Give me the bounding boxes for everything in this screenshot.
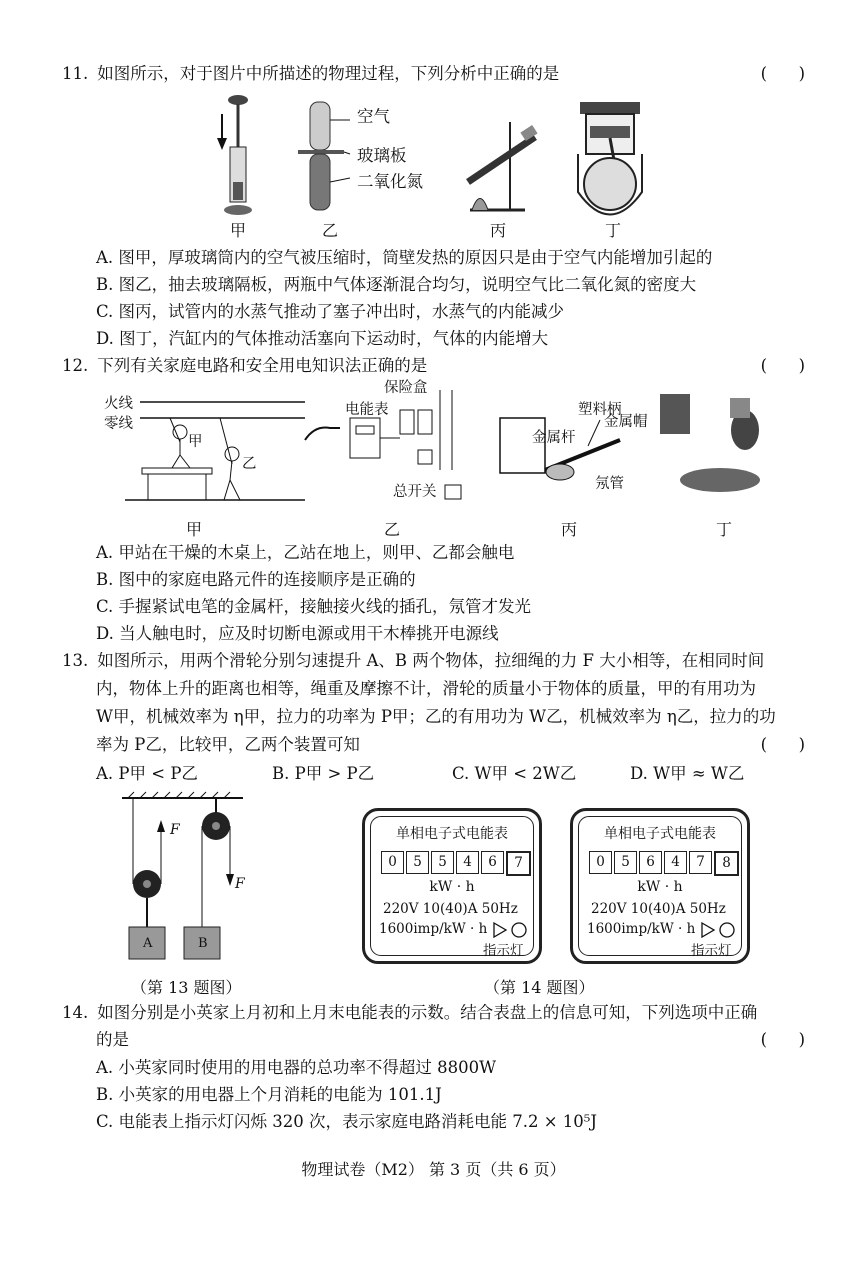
caption-ding: 丁 bbox=[716, 520, 733, 539]
meter-digit: 0 bbox=[589, 851, 612, 874]
label-person-jia: 甲 bbox=[188, 434, 203, 450]
label-neon-tube: 氖管 bbox=[595, 476, 624, 492]
caption-ding: 丁 bbox=[605, 221, 622, 240]
q13-option-d: D. W甲 ≈ W乙 bbox=[630, 764, 745, 783]
meter-digit: 5 bbox=[431, 851, 454, 874]
meter-spec: 220V 10(40)A 50Hz bbox=[591, 901, 726, 917]
caption-jia: 甲 bbox=[186, 520, 203, 539]
caption-yi: 乙 bbox=[322, 221, 339, 240]
label-plastic-handle: 塑料柄 bbox=[578, 402, 622, 418]
label-force-f2: F bbox=[235, 876, 245, 892]
q12-stem bbox=[62, 354, 427, 378]
energy-meter-start bbox=[362, 808, 542, 964]
label-main-switch: 总开关 bbox=[393, 484, 437, 500]
caption-q13: （第 13 题图） bbox=[131, 978, 242, 997]
meter-imp: 1600imp/kW · h bbox=[379, 921, 488, 937]
caption-bing: 丙 bbox=[561, 520, 578, 539]
meter-digit-decimal: 8 bbox=[714, 851, 739, 876]
q14-stem-line1 bbox=[62, 1001, 757, 1025]
q11-stem bbox=[62, 62, 559, 86]
label-metal-cap: 金属帽 bbox=[604, 414, 648, 430]
rescue-photo-figure bbox=[660, 394, 760, 492]
meter-digit-decimal: 7 bbox=[506, 851, 531, 876]
meter-indicator-label: 指示灯 bbox=[691, 943, 732, 959]
q13-stem-line1 bbox=[62, 649, 764, 673]
meter-unit: kW · h bbox=[637, 879, 683, 895]
label-nitrogen-dioxide: 二氧化氮 bbox=[357, 172, 423, 191]
caption-yi: 乙 bbox=[384, 520, 401, 539]
label-neutral-wire: 零线 bbox=[104, 416, 133, 432]
q12-option-d: D. 当人触电时，应及时切断电源或用干木棒挑开电源线 bbox=[96, 624, 499, 643]
q13-option-b: B. P甲 > P乙 bbox=[272, 764, 375, 783]
meter-digit: 5 bbox=[614, 851, 637, 874]
label-glass-plate: 玻璃板 bbox=[357, 146, 407, 165]
label-fuse-box: 保险盒 bbox=[384, 380, 428, 396]
q13-option-c: C. W甲 < 2W乙 bbox=[452, 764, 577, 783]
q14-option-c: C. 电能表上指示灯闪烁 320 次，表示家庭电路消耗电能 7.2 × 10⁵J bbox=[96, 1112, 598, 1131]
meter-imp: 1600imp/kW · h bbox=[587, 921, 696, 937]
meter-spec: 220V 10(40)A 50Hz bbox=[383, 901, 518, 917]
q14-option-b: B. 小英家的用电器上个月消耗的电能为 101.1J bbox=[96, 1085, 442, 1104]
gas-diffusion-figure bbox=[298, 102, 350, 210]
engine-cylinder-figure bbox=[578, 102, 642, 215]
indicator-icon bbox=[701, 922, 737, 938]
q11-option-c: C. 图丙，试管内的水蒸气推动了塞子冲出时，水蒸气的内能减少 bbox=[96, 302, 565, 321]
question-text: 如图所示，对于图片中所描述的物理过程，下列分析中正确的是 bbox=[97, 64, 560, 83]
caption-q14: （第 14 题图） bbox=[484, 978, 595, 997]
meter-digit: 6 bbox=[639, 851, 662, 874]
answer-bracket: ( ) bbox=[760, 735, 805, 754]
label-live-wire: 火线 bbox=[104, 396, 133, 412]
meter-digits bbox=[381, 851, 533, 876]
meter-digit: 5 bbox=[406, 851, 429, 874]
answer-bracket: ( ) bbox=[760, 64, 805, 83]
answer-bracket: ( ) bbox=[760, 1030, 805, 1049]
q13-option-a: A. P甲 < P乙 bbox=[96, 764, 198, 783]
q11-option-d: D. 图丁，汽缸内的气体推动活塞向下运动时，气体的内能增大 bbox=[96, 329, 549, 348]
q11-option-a: A. 图甲，厚玻璃筒内的空气被压缩时，筒壁发热的原因只是由于空气内能增加引起的 bbox=[96, 248, 713, 267]
question-number: 13. bbox=[62, 651, 89, 670]
answer-bracket: ( ) bbox=[760, 356, 805, 375]
fire-syringe-figure bbox=[217, 95, 252, 215]
label-energy-meter: 电能表 bbox=[345, 402, 389, 418]
caption-jia: 甲 bbox=[230, 221, 247, 240]
q13-stem-line3: W甲，机械效率为 η甲，拉力的功率为 P甲；乙的有用功为 W乙，机械效率为 η乙，拉力的功 bbox=[96, 707, 776, 726]
question-number: 11. bbox=[62, 64, 89, 83]
meter-digit: 4 bbox=[664, 851, 687, 874]
q14-option-a: A. 小英家同时使用的用电器的总功率不得超过 8800W bbox=[96, 1058, 497, 1077]
page-footer: 物理试卷（M2） 第 3 页（共 6 页） bbox=[301, 1160, 566, 1179]
label-block-b: B bbox=[198, 936, 208, 951]
q12-option-b: B. 图中的家庭电路元件的连接顺序是正确的 bbox=[96, 570, 416, 589]
meter-indicator-label: 指示灯 bbox=[483, 943, 524, 959]
pulley-figure bbox=[118, 792, 253, 964]
label-air: 空气 bbox=[357, 107, 390, 126]
q13-stem-line2: 内，物体上升的距离也相等，绳重及摩擦不计，滑轮的质量小于物体的质量，甲的有用功为 bbox=[96, 679, 756, 698]
q14-stem-line2: 的是 bbox=[96, 1030, 129, 1049]
meter-digit: 4 bbox=[456, 851, 479, 874]
label-person-yi: 乙 bbox=[242, 456, 257, 472]
indicator-icon bbox=[493, 922, 529, 938]
question-text: 下列有关家庭电路和安全用电知识法正确的是 bbox=[97, 356, 428, 375]
meter-unit: kW · h bbox=[429, 879, 475, 895]
question-number: 14. bbox=[62, 1003, 89, 1022]
meter-digit: 0 bbox=[381, 851, 404, 874]
label-force-f1: F bbox=[170, 822, 180, 838]
meter-digits bbox=[589, 851, 741, 876]
meter-digit: 7 bbox=[689, 851, 712, 874]
label-block-a: A bbox=[143, 936, 153, 951]
q11-option-b: B. 图乙，抽去玻璃隔板，两瓶中气体逐渐混合均匀，说明空气比二氧化氮的密度大 bbox=[96, 275, 697, 294]
q12-option-a: A. 甲站在干燥的木桌上，乙站在地上，则甲、乙都会触电 bbox=[96, 543, 515, 562]
q13-stem-line4: 率为 P乙，比较甲，乙两个装置可知 bbox=[96, 735, 360, 754]
energy-meter-end bbox=[570, 808, 750, 964]
meter-title: 单相电子式电能表 bbox=[604, 826, 716, 842]
question-text: 如图分别是小英家上月初和上月末电能表的示数。结合表盘上的信息可知，下列选项中正确 bbox=[97, 1003, 758, 1022]
q12-option-c: C. 手握紧试电笔的金属杆，接触接火线的插孔，氖管才发光 bbox=[96, 597, 532, 616]
meter-digit: 6 bbox=[481, 851, 504, 874]
question-number: 12. bbox=[62, 356, 89, 375]
label-metal-rod: 金属杆 bbox=[532, 430, 576, 446]
question-text: 如图所示，用两个滑轮分别匀速提升 A、B 两个物体，拉细绳的力 F 大小相等，在相同时间 bbox=[97, 651, 765, 670]
meter-title: 单相电子式电能表 bbox=[396, 826, 508, 842]
caption-bing: 丙 bbox=[490, 221, 507, 240]
electrocution-scene-figure bbox=[125, 402, 305, 500]
test-tube-figure bbox=[468, 122, 538, 210]
